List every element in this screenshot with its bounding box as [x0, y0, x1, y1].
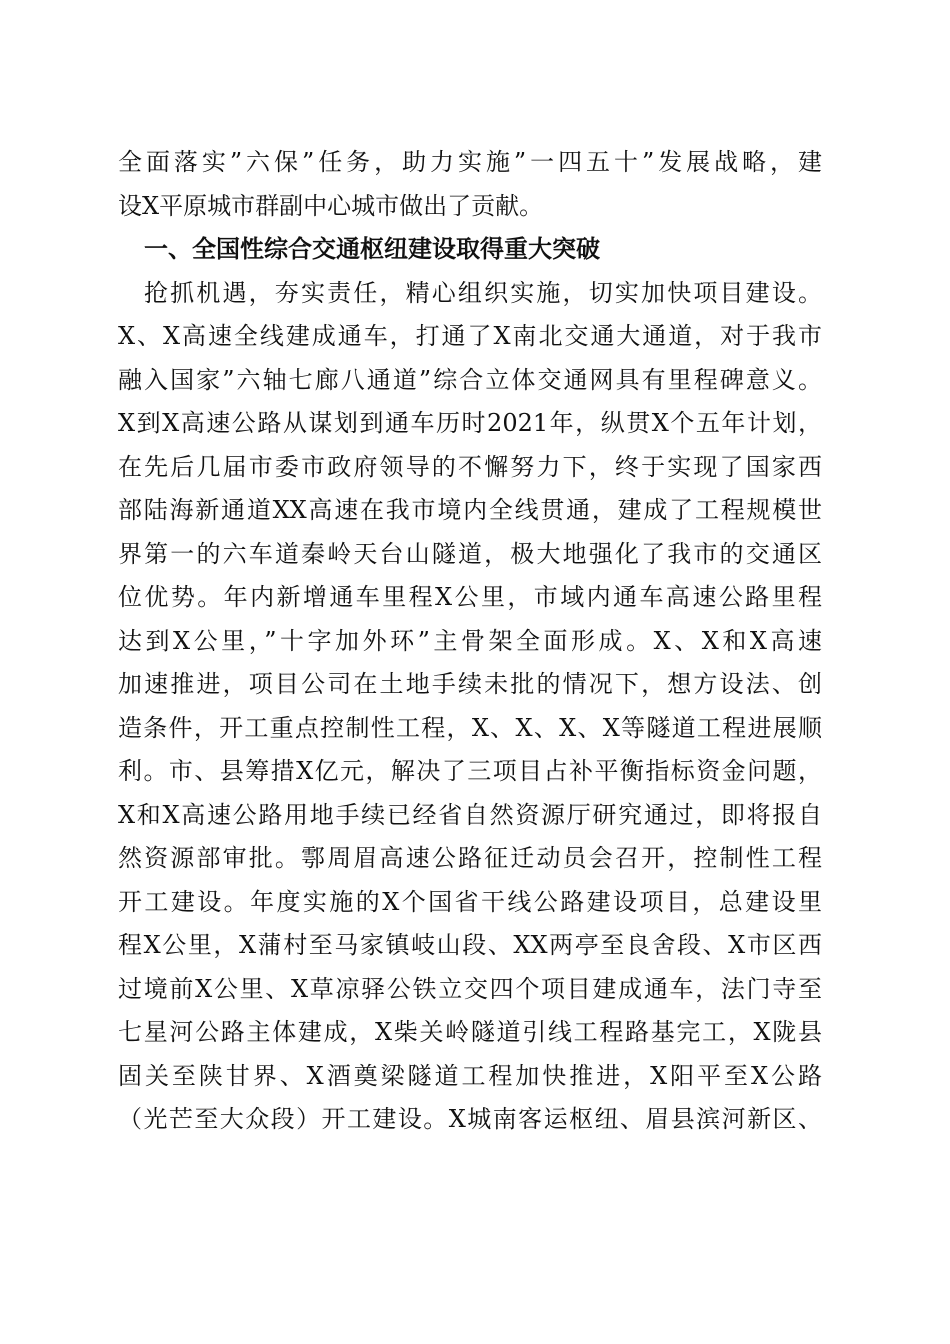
paragraph-line: X和X高速公路用地手续已经省自然资源厅研究通过，即将报自: [118, 800, 822, 829]
paragraph-line: 达到X公里，”十字加外环”主骨架全面形成。X、X和X高速: [118, 626, 822, 655]
paragraph-line: 位优势。年内新增通车里程X公里，市域内通车高速公路里程: [118, 583, 822, 611]
paragraph-line: 界第一的六车道秦岭天台山隧道，极大地强化了我市的交通区: [118, 539, 822, 568]
paragraph-line: X到X高速公路从谋划到通车历时2021年，纵贯X个五年计划，: [118, 409, 822, 437]
paragraph-line: （光芒至大众段）开工建设。X城南客运枢纽、眉县滨河新区、: [118, 1105, 822, 1133]
paragraph-line: 过境前X公里、X草凉驿公铁立交四个项目建成通车，法门寺至: [118, 974, 822, 1003]
paragraph-line: 全面落实”六保”任务，助力实施”一四五十”发展战略，建: [118, 148, 822, 176]
paragraph-line: 加速推进，项目公司在土地手续未批的情况下，想方设法、创: [118, 670, 822, 698]
body-paragraph: [118, 272, 822, 1142]
paragraph-line: 融入国家”六轴七廊八通道”综合立体交通网具有里程碑意义。: [118, 365, 822, 394]
paragraph-line: 然资源部审批。鄠周眉高速公路征迁动员会召开，控制性工程: [118, 844, 822, 872]
paragraph-line: 开工建设。年度实施的X个国省干线公路建设项目，总建设里: [118, 887, 822, 916]
paragraph-line: 抢抓机遇，夯实责任，精心组织实施，切实加快项目建设。: [144, 278, 822, 307]
paragraph-line: 设X平原城市群副中心城市做出了贡献。: [118, 191, 544, 220]
paragraph-line: X、X高速全线建成通车，打通了X南北交通大通道，对于我市: [118, 322, 822, 350]
paragraph-line: 利。市、县筹措X亿元，解决了三项目占补平衡指标资金问题，: [118, 757, 822, 785]
section-heading: 一、全国性综合交通枢纽建设取得重大突破: [144, 235, 600, 263]
document-page: [118, 141, 822, 1142]
paragraph-line: 七星河公路主体建成，X柴关岭隧道引线工程路基完工，X陇县: [118, 1018, 822, 1046]
paragraph-line: 程X公里，X蒲村至马家镇岐山段、XX两亭至良舍段、X市区西: [118, 931, 822, 959]
paragraph-line: 固关至陕甘界、X酒奠梁隧道工程加快推进，X阳平至X公路: [118, 1061, 822, 1090]
paragraph-line: 在先后几届市委市政府领导的不懈努力下，终于实现了国家西: [118, 452, 822, 481]
paragraph-line: 部陆海新通道XX高速在我市境内全线贯通，建成了工程规模世: [118, 496, 822, 524]
paragraph-line: 造条件，开工重点控制性工程，X、X、X、X等隧道工程进展顺: [118, 713, 822, 742]
